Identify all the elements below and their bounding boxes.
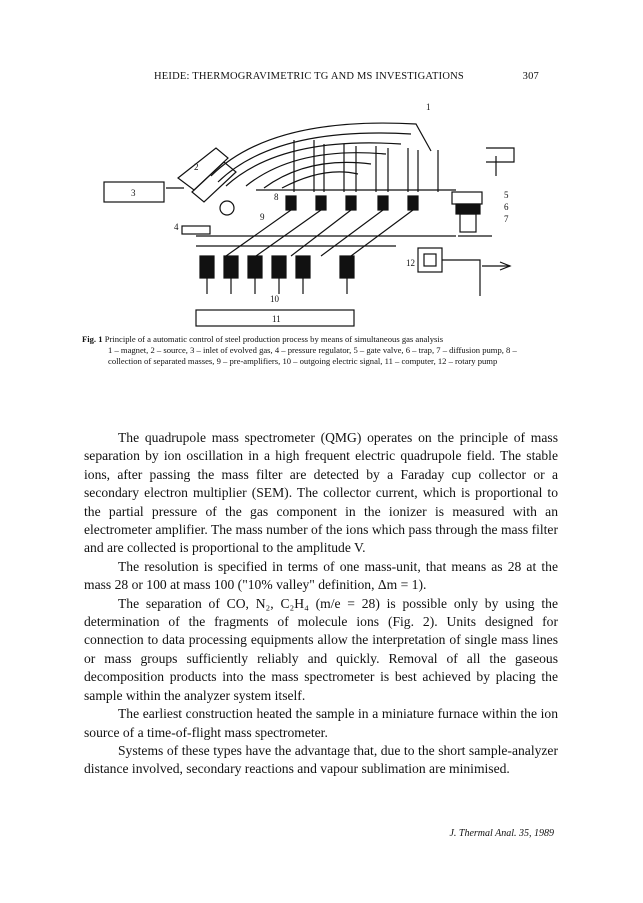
- running-title: HEIDE: THERMOGRAVIMETRIC TG AND MS INVESTIGATIONS: [154, 71, 464, 82]
- label-10: 10: [270, 294, 279, 304]
- label-7: 7: [504, 214, 509, 224]
- label-3: 3: [131, 188, 136, 198]
- rotary-pump: [418, 248, 510, 296]
- collectors: [286, 196, 418, 210]
- label-12: 12: [406, 258, 415, 268]
- signal-lines: [196, 210, 456, 256]
- label-4: 4: [174, 222, 179, 232]
- label-9: 9: [260, 212, 265, 222]
- label-11: 11: [272, 314, 281, 324]
- figure-labels: [131, 102, 509, 324]
- label-1: 1: [426, 102, 431, 112]
- paragraph: The earliest construction heated the sample in a miniature furnace within the ion source of a time-of-flight mass spectrometer.: [84, 706, 558, 740]
- figure-diagram: [96, 96, 536, 328]
- paragraph: The separation of CO, N₂, C₂H₄ (m/e = 28) is possible only by using the determination of the fragments of molecule ions (Fig. 2). Units designed for connection to data processing equipments allow the interpretation of single mass lines or mass groups sufficiently reliably and quickly. Removal of all the gaseous decomposition products into the mass spectrometer is best achieved by placing the sample within the analyzer system itself.: [84, 595, 558, 703]
- gauge-symbol: [220, 201, 234, 215]
- pre-amplifiers: [200, 256, 354, 278]
- caption-title: Principle of a automatic control of steel production process by means of simultaneous gas analysis: [104, 334, 444, 344]
- caption-label: Fig. 1: [82, 334, 103, 344]
- collector-tubes: [256, 140, 456, 192]
- figure-caption: [82, 334, 552, 368]
- caption-legend: 1 – magnet, 2 – source, 3 – inlet of evolved gas, 4 – pressure regulator, 5 – gate valve, 6 – trap, 7 – diffusion pump, 8 – collection of separated masses, 9 – pre-amplifiers, 10 – outgoing electric signal, 11 – computer, 12 – rotary pump: [108, 345, 517, 367]
- body-text: [84, 429, 558, 779]
- label-5: 5: [504, 190, 509, 200]
- page-number: 307: [522, 71, 539, 82]
- pressure-regulator: [182, 226, 210, 234]
- label-2: 2: [194, 162, 199, 172]
- journal-footer: J. Thermal Anal. 35, 1989: [449, 828, 554, 839]
- outgoing-signals: [207, 278, 347, 294]
- label-6: 6: [504, 202, 509, 212]
- paragraph: The quadrupole mass spectrometer (QMG) operates on the principle of mass separation by ion oscillation in a high frequent electric quadrupole field. The stable ions, after passing the mass filter are detected by a Faraday cup collector or a secondary electron multiplier (SEM). The collector current, which is proportional to the partial pressure of the gas component in the ionizer is measured with an electrometer amplifier. The mass number of the ions which pass through the mass filter and are collected is proportional to the amplitude V.: [84, 430, 558, 556]
- label-8: 8: [274, 192, 279, 202]
- running-header: [154, 71, 539, 87]
- paragraph: Systems of these types have the advantage that, due to the short sample-analyzer distance involved, secondary reactions and vapour sublimation are minimised.: [84, 742, 558, 777]
- paragraph: The resolution is specified in terms of one mass-unit, that means as 28 at the mass 28 or 100 at mass 100 ("10% valley" definition, Δm = 1).: [84, 558, 558, 593]
- magnet-arcs: [211, 123, 431, 188]
